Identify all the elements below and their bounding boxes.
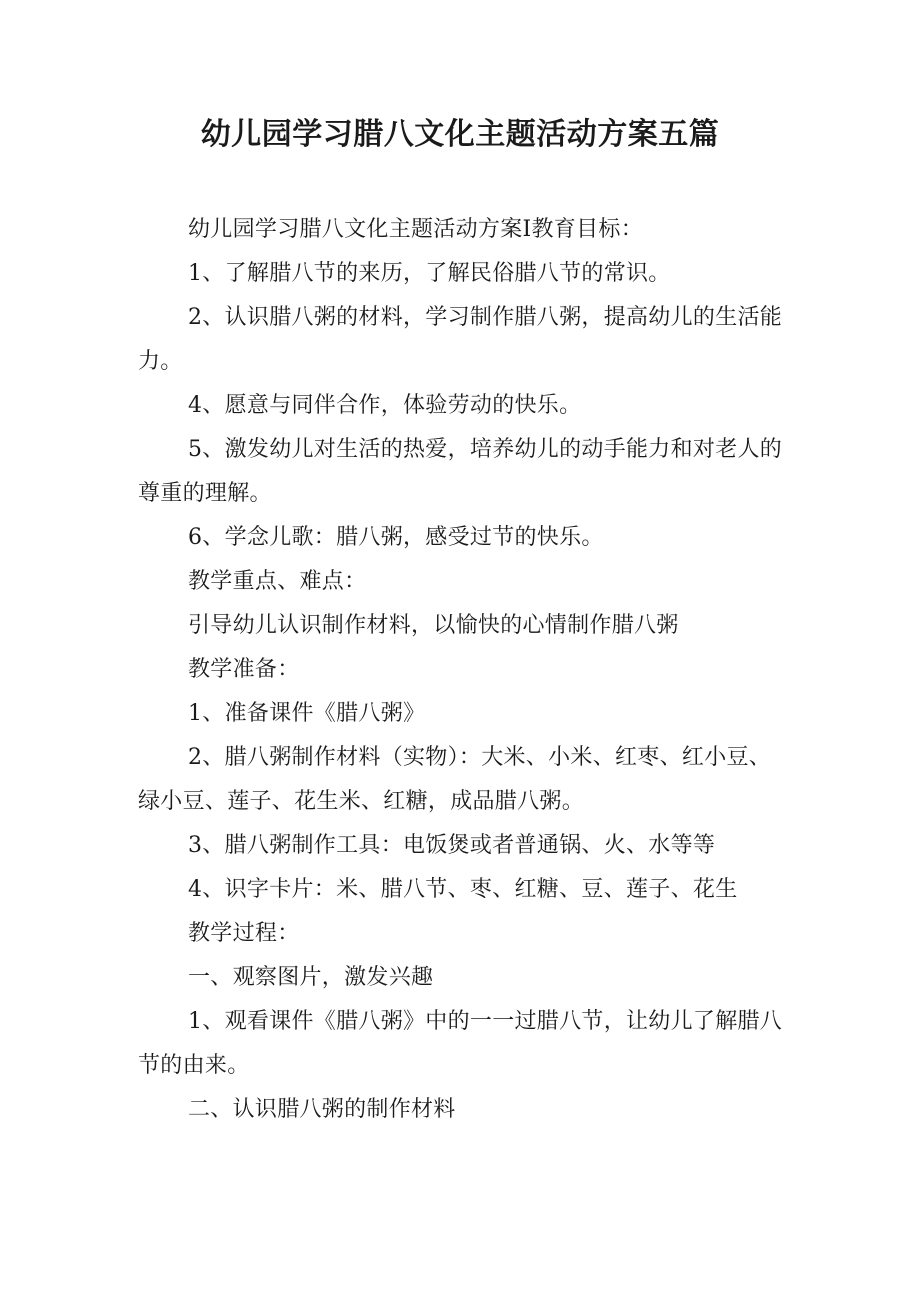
paragraph-step-1-detail: 1、观看课件《腊八粥》中的一一过腊八节，让幼儿了解腊八节的由来。 <box>138 1009 783 1078</box>
paragraph-goal-1: 1、了解腊八节的来历，了解民俗腊八节的常识。 <box>188 261 671 286</box>
paragraph-goal-4: 4、愿意与同伴合作，体验劳动的快乐。 <box>188 393 582 418</box>
paragraph-step-1: 一、观察图片，激发兴趣 <box>188 965 434 990</box>
paragraph-preparation-heading: 教学准备： <box>188 657 300 682</box>
paragraph-prep-4: 4、识字卡片：米、腊八节、枣、红糖、豆、莲子、花生 <box>188 877 738 902</box>
paragraph-process-heading: 教学过程： <box>188 921 300 946</box>
paragraph-prep-1: 1、准备课件《腊八粥》 <box>188 701 426 726</box>
paragraph-key-points-heading: 教学重点、难点： <box>188 569 367 594</box>
paragraph-intro: 幼儿园学习腊八文化主题活动方案I教育目标： <box>188 217 643 242</box>
paragraph-key-points: 引导幼儿认识制作材料，以愉快的心情制作腊八粥 <box>188 613 679 638</box>
paragraph-goal-5: 5、激发幼儿对生活的热爱，培养幼儿的动手能力和对老人的尊重的理解。 <box>138 437 783 506</box>
document-title: 幼儿园学习腊八文化主题活动方案五篇 <box>200 117 720 152</box>
paragraph-goal-2: 2、认识腊八粥的材料，学习制作腊八粥，提高幼儿的生活能力。 <box>138 305 783 374</box>
paragraph-goal-6: 6、学念儿歌：腊八粥，感受过节的快乐。 <box>188 525 604 550</box>
paragraph-prep-2: 2、腊八粥制作材料（实物）：大米、小米、红枣、红小豆、绿小豆、莲子、花生米、红糖，成品腊八粥。 <box>138 745 772 814</box>
document-body <box>138 208 788 1132</box>
paragraph-step-2: 二、认识腊八粥的制作材料 <box>188 1097 456 1122</box>
paragraph-prep-3: 3、腊八粥制作工具：电饭煲或者普通锅、火、水等等 <box>188 833 716 858</box>
